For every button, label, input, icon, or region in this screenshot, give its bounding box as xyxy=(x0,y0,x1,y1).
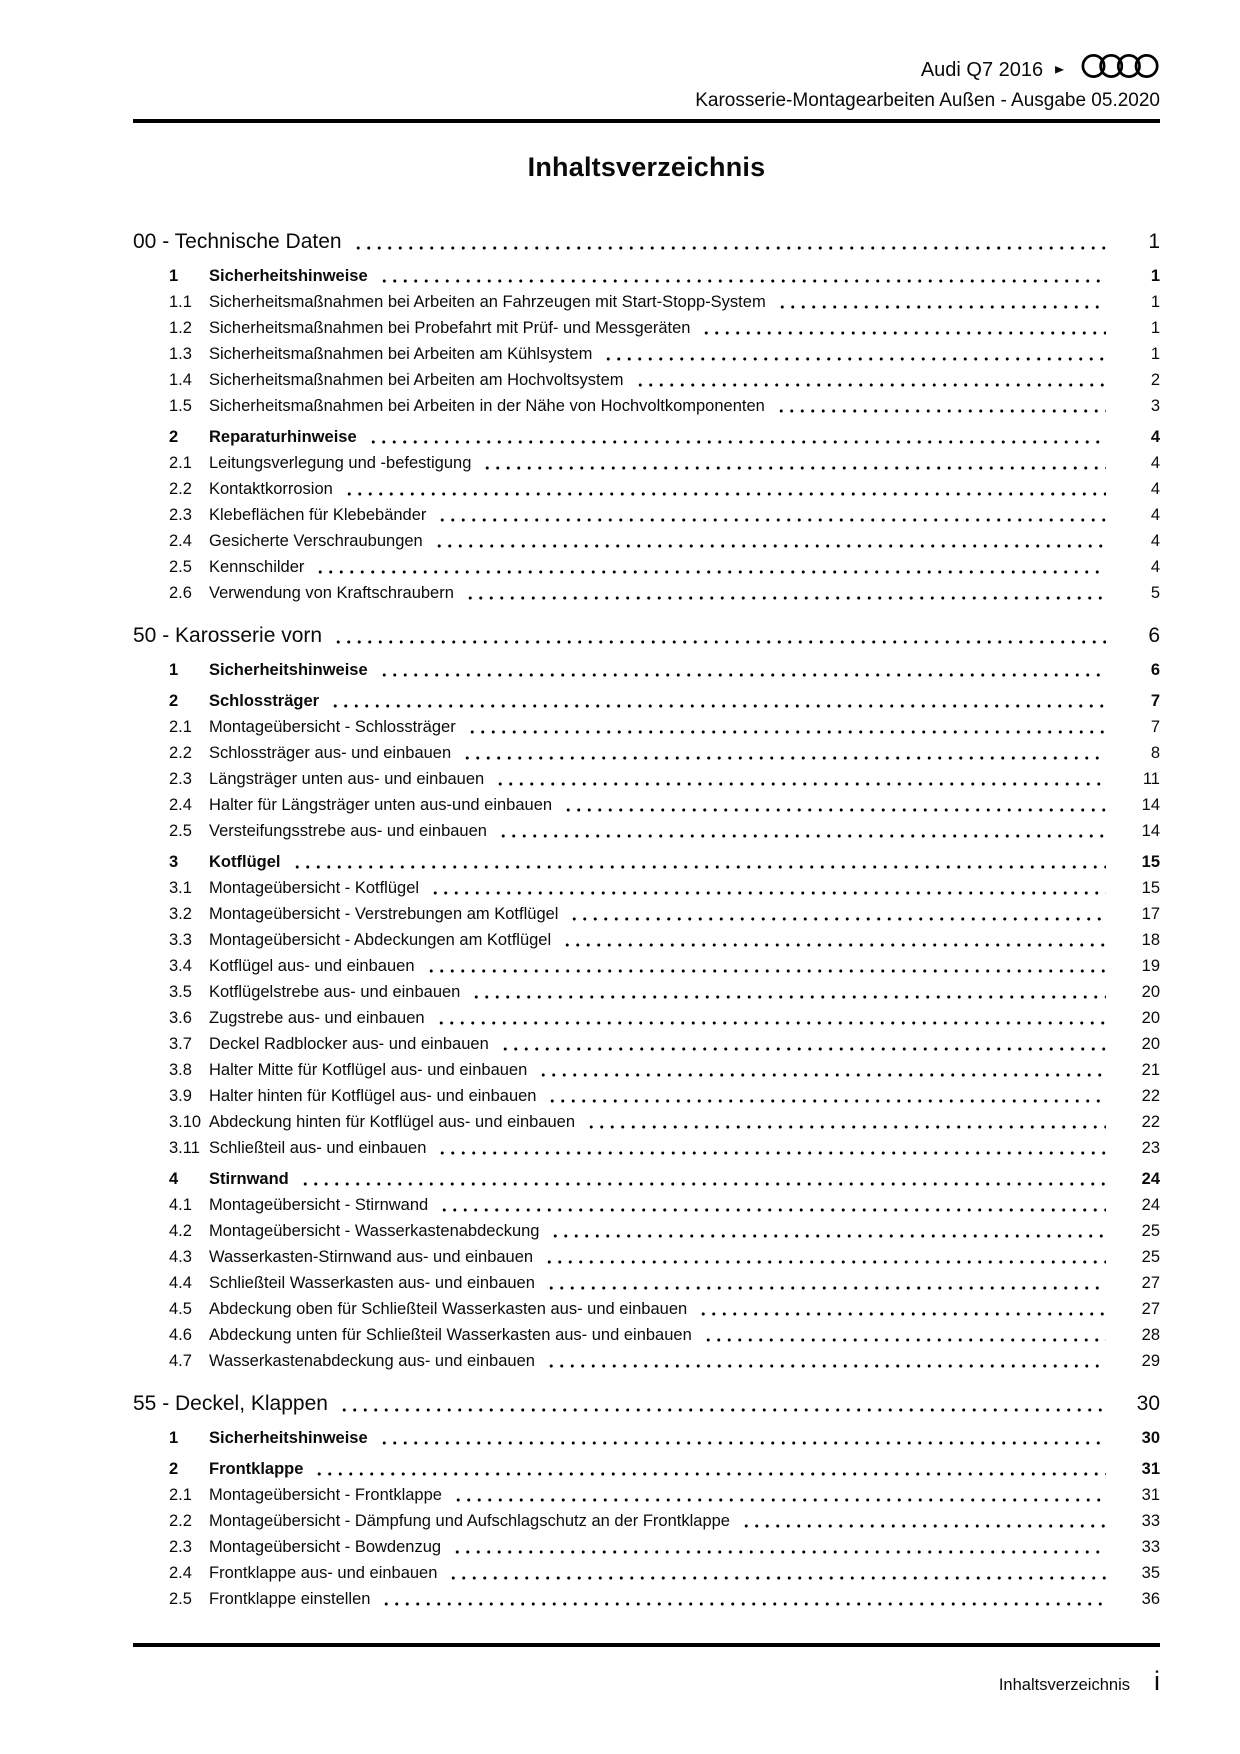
dot-leader xyxy=(544,1348,1106,1374)
toc-section-row xyxy=(133,315,1160,341)
section-page-number: 29 xyxy=(1141,1352,1160,1370)
dot-leader xyxy=(337,1388,1106,1420)
toc-section-row xyxy=(133,1031,1160,1057)
toc-section-row xyxy=(133,289,1160,315)
dot-leader xyxy=(451,1482,1106,1508)
toc-section-row xyxy=(133,424,1160,450)
section-page-number: 4 xyxy=(1150,558,1160,576)
dot-leader xyxy=(450,1534,1106,1560)
toc-section-row xyxy=(133,1109,1160,1135)
section-page-number: 27 xyxy=(1141,1274,1160,1292)
section-number: 1.4 xyxy=(169,371,192,389)
section-number: 2 xyxy=(169,428,179,446)
section-number: 4 xyxy=(169,1170,179,1188)
section-page-number: 4 xyxy=(1150,428,1160,446)
section-page-number: 8 xyxy=(1150,744,1160,762)
section-title: Montageübersicht - Bowdenzug xyxy=(209,1538,442,1556)
toc-section-row xyxy=(133,792,1160,818)
section-title: Sicherheitshinweise xyxy=(209,267,368,285)
dot-leader xyxy=(434,1005,1106,1031)
section-page-number: 4 xyxy=(1150,532,1160,550)
section-title: Sicherheitsmaßnahmen bei Probefahrt mit Prüf- und Messgeräten xyxy=(209,319,691,337)
section-page-number: 2 xyxy=(1150,371,1160,389)
section-number: 1 xyxy=(169,1429,179,1447)
dot-leader xyxy=(584,1109,1106,1135)
section-number: 3.10 xyxy=(169,1113,202,1131)
section-number: 2.4 xyxy=(169,532,192,550)
section-page-number: 31 xyxy=(1141,1486,1160,1504)
section-title: Verwendung von Kraftschraubern xyxy=(209,584,454,602)
page-footer xyxy=(133,1668,1160,1695)
section-number: 3.3 xyxy=(169,931,192,949)
section-number: 3 xyxy=(169,853,179,871)
section-page-number: 18 xyxy=(1141,931,1160,949)
section-title: Schließteil aus- und einbauen xyxy=(209,1139,427,1157)
section-title: Frontklappe einstellen xyxy=(209,1590,371,1608)
section-title: Kotflügelstrebe aus- und einbauen xyxy=(209,983,461,1001)
dot-leader xyxy=(493,766,1106,792)
toc-section-row xyxy=(133,1425,1160,1451)
section-page-number: 30 xyxy=(1141,1429,1160,1447)
section-page-number: 19 xyxy=(1141,957,1160,975)
section-title: Kotflügel xyxy=(209,853,281,871)
section-number: 3.7 xyxy=(169,1035,192,1053)
toc-section-row xyxy=(133,1083,1160,1109)
section-title: Abdeckung oben für Schließteil Wasserkasten aus- und einbauen xyxy=(209,1300,688,1318)
dot-leader xyxy=(377,657,1106,683)
chapter-page-number: 30 xyxy=(1136,1392,1160,1415)
section-page-number: 22 xyxy=(1141,1113,1160,1131)
section-page-number: 5 xyxy=(1150,584,1160,602)
dot-leader xyxy=(699,315,1106,341)
section-number: 2.3 xyxy=(169,1538,192,1556)
dot-leader xyxy=(544,1270,1106,1296)
section-number: 2 xyxy=(169,692,179,710)
toc-section-row xyxy=(133,393,1160,419)
dot-leader xyxy=(601,341,1106,367)
section-title: Halter Mitte für Kotflügel aus- und einbauen xyxy=(209,1061,528,1079)
toc-chapter-row xyxy=(133,1388,1160,1420)
dot-leader xyxy=(775,289,1106,315)
toc-section-row xyxy=(133,849,1160,875)
section-title: Leitungsverlegung und -befestigung xyxy=(209,454,472,472)
footer-rule xyxy=(133,1643,1160,1647)
section-title: Sicherheitshinweise xyxy=(209,1429,368,1447)
dot-leader xyxy=(480,450,1106,476)
dot-leader xyxy=(298,1166,1106,1192)
toc-section-row xyxy=(133,1166,1160,1192)
toc-section-row xyxy=(133,1057,1160,1083)
section-page-number: 35 xyxy=(1141,1564,1160,1582)
section-number: 4.3 xyxy=(169,1248,192,1266)
header-subtitle: Karosserie-Montagearbeiten Außen - Ausgabe 05.2020 xyxy=(695,90,1160,111)
section-number: 3.5 xyxy=(169,983,192,1001)
dot-leader xyxy=(739,1508,1106,1534)
section-page-number: 14 xyxy=(1141,796,1160,814)
dot-leader xyxy=(469,979,1106,1005)
section-number: 4.5 xyxy=(169,1300,192,1318)
section-number: 4.6 xyxy=(169,1326,192,1344)
section-page-number: 23 xyxy=(1141,1139,1160,1157)
toc-section-row xyxy=(133,1482,1160,1508)
section-page-number: 4 xyxy=(1150,454,1160,472)
section-title: Sicherheitsmaßnahmen bei Arbeiten am Kühlsystem xyxy=(209,345,593,363)
toc-chapter-row xyxy=(133,620,1160,652)
section-number: 2.4 xyxy=(169,1564,192,1582)
section-page-number: 1 xyxy=(1150,293,1160,311)
toc-chapter-row xyxy=(133,226,1160,258)
dot-leader xyxy=(498,1031,1106,1057)
arrow-right-icon: ► xyxy=(1052,62,1067,77)
section-title: Längsträger unten aus- und einbauen xyxy=(209,770,485,788)
dot-leader xyxy=(696,1296,1106,1322)
dot-leader xyxy=(536,1057,1106,1083)
chapter-label: 55 - Deckel, Klappen xyxy=(133,1392,328,1415)
section-number: 3.9 xyxy=(169,1087,192,1105)
toc-section-row xyxy=(133,818,1160,844)
toc-section-row xyxy=(133,1508,1160,1534)
section-number: 3.4 xyxy=(169,957,192,975)
section-number: 1.2 xyxy=(169,319,192,337)
section-page-number: 6 xyxy=(1150,661,1160,679)
dot-leader xyxy=(366,424,1106,450)
toc-section-row xyxy=(133,740,1160,766)
dot-leader xyxy=(701,1322,1106,1348)
dot-leader xyxy=(460,740,1106,766)
toc-section-row xyxy=(133,1135,1160,1161)
toc-section-row xyxy=(133,1456,1160,1482)
toc-section-row xyxy=(133,979,1160,1005)
dot-leader xyxy=(312,1456,1106,1482)
footer-label: Inhaltsverzeichnis xyxy=(998,1676,1130,1694)
dot-leader xyxy=(774,393,1106,419)
toc-section-row xyxy=(133,450,1160,476)
section-title: Schlossträger aus- und einbauen xyxy=(209,744,452,762)
dot-leader xyxy=(435,502,1106,528)
section-number: 2.1 xyxy=(169,454,192,472)
dot-leader xyxy=(548,1218,1106,1244)
section-title: Montageübersicht - Verstrebungen am Kotflügel xyxy=(209,905,559,923)
toc-section-row xyxy=(133,263,1160,289)
section-number: 2.2 xyxy=(169,744,192,762)
toc-section-row xyxy=(133,502,1160,528)
section-title: Sicherheitsmaßnahmen bei Arbeiten am Hochvoltsystem xyxy=(209,371,624,389)
dot-leader xyxy=(545,1083,1106,1109)
section-title: Zugstrebe aus- und einbauen xyxy=(209,1009,425,1027)
section-number: 4.4 xyxy=(169,1274,192,1292)
section-number: 2.3 xyxy=(169,770,192,788)
section-title: Kennschilder xyxy=(209,558,305,576)
section-number: 4.1 xyxy=(169,1196,192,1214)
section-title: Abdeckung unten für Schließteil Wasserkasten aus- und einbauen xyxy=(209,1326,692,1344)
dot-leader xyxy=(465,714,1106,740)
section-page-number: 3 xyxy=(1150,397,1160,415)
section-number: 2.5 xyxy=(169,822,192,840)
model-name: Audi Q7 2016 xyxy=(920,58,1044,81)
section-title: Schließteil Wasserkasten aus- und einbauen xyxy=(209,1274,535,1292)
section-title: Wasserkastenabdeckung aus- und einbauen xyxy=(209,1352,535,1370)
toc-section-row xyxy=(133,554,1160,580)
dot-leader xyxy=(437,1192,1106,1218)
header-rule xyxy=(133,119,1160,123)
toc-section-row xyxy=(133,1270,1160,1296)
toc-section-row xyxy=(133,714,1160,740)
toc-section-row xyxy=(133,1534,1160,1560)
section-title: Stirnwand xyxy=(209,1170,289,1188)
toc-section-row xyxy=(133,657,1160,683)
section-number: 2 xyxy=(169,1460,179,1478)
section-page-number: 27 xyxy=(1141,1300,1160,1318)
section-title: Frontklappe xyxy=(209,1460,304,1478)
toc-section-row xyxy=(133,1586,1160,1612)
section-page-number: 25 xyxy=(1141,1222,1160,1240)
page-header xyxy=(133,52,1160,113)
toc-section-row xyxy=(133,953,1160,979)
section-page-number: 31 xyxy=(1141,1460,1160,1478)
toc-section-row xyxy=(133,476,1160,502)
dot-leader xyxy=(377,263,1106,289)
toc-section-row xyxy=(133,1296,1160,1322)
section-number: 1.5 xyxy=(169,397,192,415)
toc-section-row xyxy=(133,580,1160,606)
section-title: Sicherheitsmaßnahmen bei Arbeiten in der Nähe von Hochvoltkomponenten xyxy=(209,397,765,415)
section-page-number: 7 xyxy=(1150,718,1160,736)
section-page-number: 1 xyxy=(1150,345,1160,363)
section-title: Montageübersicht - Stirnwand xyxy=(209,1196,429,1214)
section-title: Montageübersicht - Wasserkastenabdeckung xyxy=(209,1222,540,1240)
section-number: 2.2 xyxy=(169,480,192,498)
section-title: Kotflügel aus- und einbauen xyxy=(209,957,415,975)
section-title: Klebeflächen für Klebebänder xyxy=(209,506,427,524)
section-title: Kontaktkorrosion xyxy=(209,480,333,498)
section-page-number: 22 xyxy=(1141,1087,1160,1105)
section-page-number: 24 xyxy=(1141,1170,1160,1188)
dot-leader xyxy=(342,476,1106,502)
section-title: Schlossträger xyxy=(209,692,320,710)
section-title: Versteifungsstrebe aus- und einbauen xyxy=(209,822,487,840)
section-page-number: 33 xyxy=(1141,1512,1160,1530)
toc-section-row xyxy=(133,927,1160,953)
audi-rings-icon xyxy=(1080,52,1160,87)
section-title: Montageübersicht - Schlossträger xyxy=(209,718,456,736)
section-title: Reparaturhinweise xyxy=(209,428,357,446)
toc-section-row xyxy=(133,367,1160,393)
section-title: Montageübersicht - Kotflügel xyxy=(209,879,420,897)
dot-leader xyxy=(290,849,1107,875)
section-title: Montageübersicht - Dämpfung und Aufschlagschutz an der Frontklappe xyxy=(209,1512,730,1530)
toc-section-row xyxy=(133,875,1160,901)
section-title: Wasserkasten-Stirnwand aus- und einbauen xyxy=(209,1248,534,1266)
toc-section-row xyxy=(133,901,1160,927)
section-page-number: 14 xyxy=(1141,822,1160,840)
section-title: Sicherheitsmaßnahmen bei Arbeiten an Fahrzeugen mit Start-Stopp-System xyxy=(209,293,766,311)
section-page-number: 33 xyxy=(1141,1538,1160,1556)
section-number: 2.1 xyxy=(169,1486,192,1504)
chapter-label: 00 - Technische Daten xyxy=(133,230,342,253)
toc-section-row xyxy=(133,1322,1160,1348)
dot-leader xyxy=(377,1425,1106,1451)
toc-section-row xyxy=(133,766,1160,792)
section-number: 2.5 xyxy=(169,558,192,576)
section-page-number: 4 xyxy=(1150,480,1160,498)
section-number: 2.4 xyxy=(169,796,192,814)
toc-section-row xyxy=(133,688,1160,714)
section-page-number: 28 xyxy=(1141,1326,1160,1344)
dot-leader xyxy=(567,901,1106,927)
section-page-number: 15 xyxy=(1141,879,1160,897)
section-number: 3.1 xyxy=(169,879,192,897)
dot-leader xyxy=(542,1244,1106,1270)
toc-section-row xyxy=(133,1005,1160,1031)
section-page-number: 24 xyxy=(1141,1196,1160,1214)
section-page-number: 17 xyxy=(1141,905,1160,923)
dot-leader xyxy=(313,554,1106,580)
section-number: 3.11 xyxy=(169,1139,200,1157)
section-page-number: 36 xyxy=(1141,1590,1160,1608)
toc-section-row xyxy=(133,1192,1160,1218)
section-number: 2.2 xyxy=(169,1512,192,1530)
dot-leader xyxy=(379,1586,1106,1612)
dot-leader xyxy=(428,875,1106,901)
section-page-number: 1 xyxy=(1150,319,1160,337)
dot-leader xyxy=(496,818,1106,844)
dot-leader xyxy=(561,792,1106,818)
section-page-number: 7 xyxy=(1150,692,1160,710)
section-number: 3.6 xyxy=(169,1009,192,1027)
section-page-number: 11 xyxy=(1142,770,1160,788)
section-page-number: 25 xyxy=(1141,1248,1160,1266)
dot-leader xyxy=(351,226,1106,258)
section-page-number: 20 xyxy=(1141,1035,1160,1053)
dot-leader xyxy=(560,927,1106,953)
section-number: 1.1 xyxy=(169,293,192,311)
chapter-page-number: 6 xyxy=(1148,624,1160,647)
toc-section-row xyxy=(133,1560,1160,1586)
dot-leader xyxy=(446,1560,1106,1586)
dot-leader xyxy=(463,580,1106,606)
footer-page-number: i xyxy=(1154,1666,1160,1696)
section-number: 4.2 xyxy=(169,1222,192,1240)
toc-section-row xyxy=(133,341,1160,367)
dot-leader xyxy=(633,367,1106,393)
toc-section-row xyxy=(133,1218,1160,1244)
section-number: 2.6 xyxy=(169,584,192,602)
dot-leader xyxy=(424,953,1107,979)
toc-section-row xyxy=(133,528,1160,554)
section-number: 2.1 xyxy=(169,718,192,736)
section-number: 3.2 xyxy=(169,905,192,923)
section-page-number: 4 xyxy=(1150,506,1160,524)
dot-leader xyxy=(432,528,1106,554)
section-number: 1 xyxy=(169,267,179,285)
toc-section-row xyxy=(133,1348,1160,1374)
dot-leader xyxy=(331,620,1106,652)
table-of-contents xyxy=(133,212,1160,1612)
section-page-number: 21 xyxy=(1141,1061,1160,1079)
section-title: Montageübersicht - Frontklappe xyxy=(209,1486,442,1504)
section-number: 1 xyxy=(169,661,179,679)
section-title: Montageübersicht - Abdeckungen am Kotflügel xyxy=(209,931,552,949)
section-title: Halter für Längsträger unten aus-und einbauen xyxy=(209,796,553,814)
section-page-number: 20 xyxy=(1141,983,1160,1001)
section-number: 4.7 xyxy=(169,1352,192,1370)
toc-section-row xyxy=(133,1244,1160,1270)
dot-leader xyxy=(328,688,1106,714)
section-title: Gesicherte Verschraubungen xyxy=(209,532,423,550)
section-title: Abdeckung hinten für Kotflügel aus- und einbauen xyxy=(209,1113,576,1131)
header-model-line xyxy=(133,52,1160,87)
section-title: Halter hinten für Kotflügel aus- und einbauen xyxy=(209,1087,537,1105)
section-page-number: 20 xyxy=(1141,1009,1160,1027)
chapter-label: 50 - Karosserie vorn xyxy=(133,624,323,647)
page-title: Inhaltsverzeichnis xyxy=(527,152,766,182)
section-number: 2.3 xyxy=(169,506,192,524)
section-page-number: 1 xyxy=(1150,267,1160,285)
chapter-page-number: 1 xyxy=(1148,230,1160,253)
dot-leader xyxy=(435,1135,1106,1161)
section-page-number: 15 xyxy=(1141,853,1160,871)
section-number: 3.8 xyxy=(169,1061,192,1079)
section-number: 1.3 xyxy=(169,345,192,363)
section-title: Frontklappe aus- und einbauen xyxy=(209,1564,438,1582)
section-title: Deckel Radblocker aus- und einbauen xyxy=(209,1035,489,1053)
section-title: Sicherheitshinweise xyxy=(209,661,368,679)
section-number: 2.5 xyxy=(169,1590,192,1608)
